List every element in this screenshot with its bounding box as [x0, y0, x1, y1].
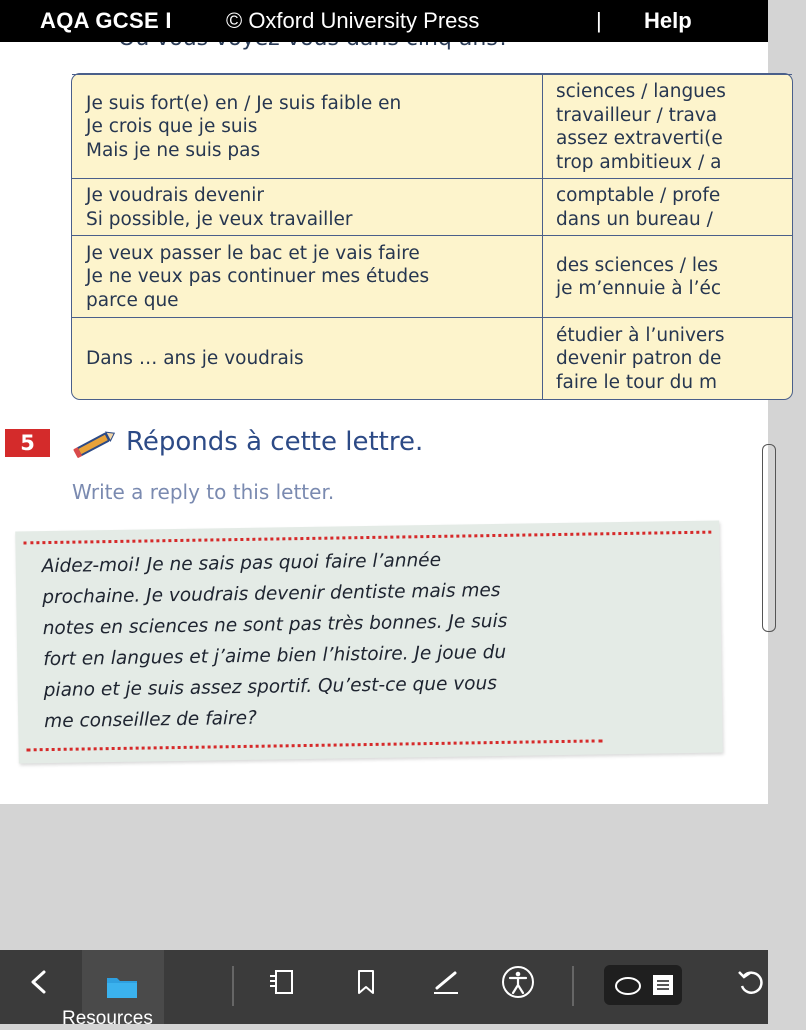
bookmark-icon — [355, 968, 377, 996]
exercise-number-badge: 5 — [5, 429, 50, 457]
table-row — [72, 178, 792, 236]
cell-line: des sciences / les — [556, 254, 719, 276]
accessibility-button[interactable] — [502, 966, 534, 998]
cell-line: Je crois que je suis — [86, 116, 258, 138]
cell-line: travailleur / trava — [556, 104, 718, 126]
book-title: AQA GCSE I — [40, 8, 172, 33]
toolbar-divider — [232, 966, 234, 1006]
cell-line: étudier à l’univers — [556, 324, 725, 346]
back-button[interactable] — [22, 966, 54, 998]
cell-line: Je voudrais devenir — [86, 185, 264, 206]
table-cell-left — [86, 318, 536, 400]
help-link[interactable]: Help — [644, 8, 692, 33]
table-row — [72, 235, 792, 318]
header-separator: | — [596, 8, 602, 33]
undo-button[interactable] — [736, 966, 768, 998]
table-cell-right — [556, 236, 806, 318]
top-bar — [0, 0, 768, 42]
table-cell-right — [556, 179, 806, 236]
resources-label: Resources — [62, 1008, 153, 1029]
exercise-subtitle: Write a reply to this letter. — [72, 480, 335, 504]
bookmark-button[interactable] — [350, 966, 382, 998]
side-panel-edge — [762, 444, 776, 632]
letter-line: fort en langues et j’aime bien l’histoire. Je joue du — [43, 641, 507, 671]
folder-icon — [106, 974, 138, 1000]
cell-line: comptable / profe — [556, 185, 721, 206]
phrase-table — [71, 73, 793, 400]
pencil-icon — [70, 428, 118, 460]
annotate-button[interactable] — [430, 966, 462, 998]
cell-line: trop ambitieux / a — [556, 151, 722, 173]
note-icon — [652, 974, 674, 996]
cell-line: Dans … ans je voudrais — [86, 348, 304, 370]
accessibility-icon — [501, 965, 535, 999]
table-cell-right — [556, 318, 806, 400]
cell-line: sciences / langues — [556, 81, 726, 102]
cell-line: parce que — [86, 289, 179, 311]
letter-line: piano et je suis assez sportif. Qu’est-ce que vous — [43, 672, 498, 702]
page-list-button[interactable] — [266, 966, 298, 998]
cell-line: Si possible, je veux travailler — [86, 208, 353, 230]
cell-line: Je ne veux pas continuer mes études — [86, 266, 430, 288]
cell-line: assez extraverti(e — [556, 128, 723, 149]
table-row — [72, 317, 792, 400]
table-cell-left — [86, 179, 536, 236]
undo-icon — [736, 968, 768, 996]
cell-line: faire le tour du m — [556, 371, 718, 393]
book-page — [0, 42, 768, 804]
bottom-toolbar — [0, 950, 768, 1029]
circle-icon — [614, 976, 642, 996]
table-cell-left — [86, 75, 536, 179]
letter-line: me conseillez de faire? — [44, 707, 258, 733]
view-toggle-button[interactable] — [604, 965, 682, 1005]
letter-line: notes en sciences ne sont pas très bonnes. Je suis — [42, 610, 508, 640]
table-row — [72, 74, 792, 179]
pen-icon — [431, 968, 461, 996]
letter-text — [42, 541, 715, 738]
letter-note — [15, 520, 723, 763]
cell-line: Mais je ne suis pas — [86, 139, 261, 161]
cell-line: Je suis fort(e) en / Je suis faible en — [86, 92, 402, 114]
back-icon — [26, 968, 50, 996]
letter-line: prochaine. Je voudrais devenir dentiste mais mes — [42, 579, 501, 609]
cell-line: dans un bureau / — [556, 208, 713, 230]
cell-line: Je veux passer le bac et je vais faire — [86, 242, 420, 264]
cell-line: devenir patron de — [556, 348, 722, 370]
page-list-icon — [268, 968, 296, 996]
letter-line: Aidez-moi! Je ne sais pas quoi faire l’année — [41, 549, 442, 578]
toolbar-divider — [572, 966, 574, 1006]
dotted-border-bottom — [27, 739, 603, 751]
table-cell-left — [86, 236, 536, 318]
table-cell-right — [556, 75, 806, 179]
exercise-title: Réponds à cette lettre. — [126, 427, 424, 457]
copyright-text: © Oxford University Press — [226, 8, 480, 33]
cell-line: je m’ennuie à l’éc — [556, 278, 722, 299]
